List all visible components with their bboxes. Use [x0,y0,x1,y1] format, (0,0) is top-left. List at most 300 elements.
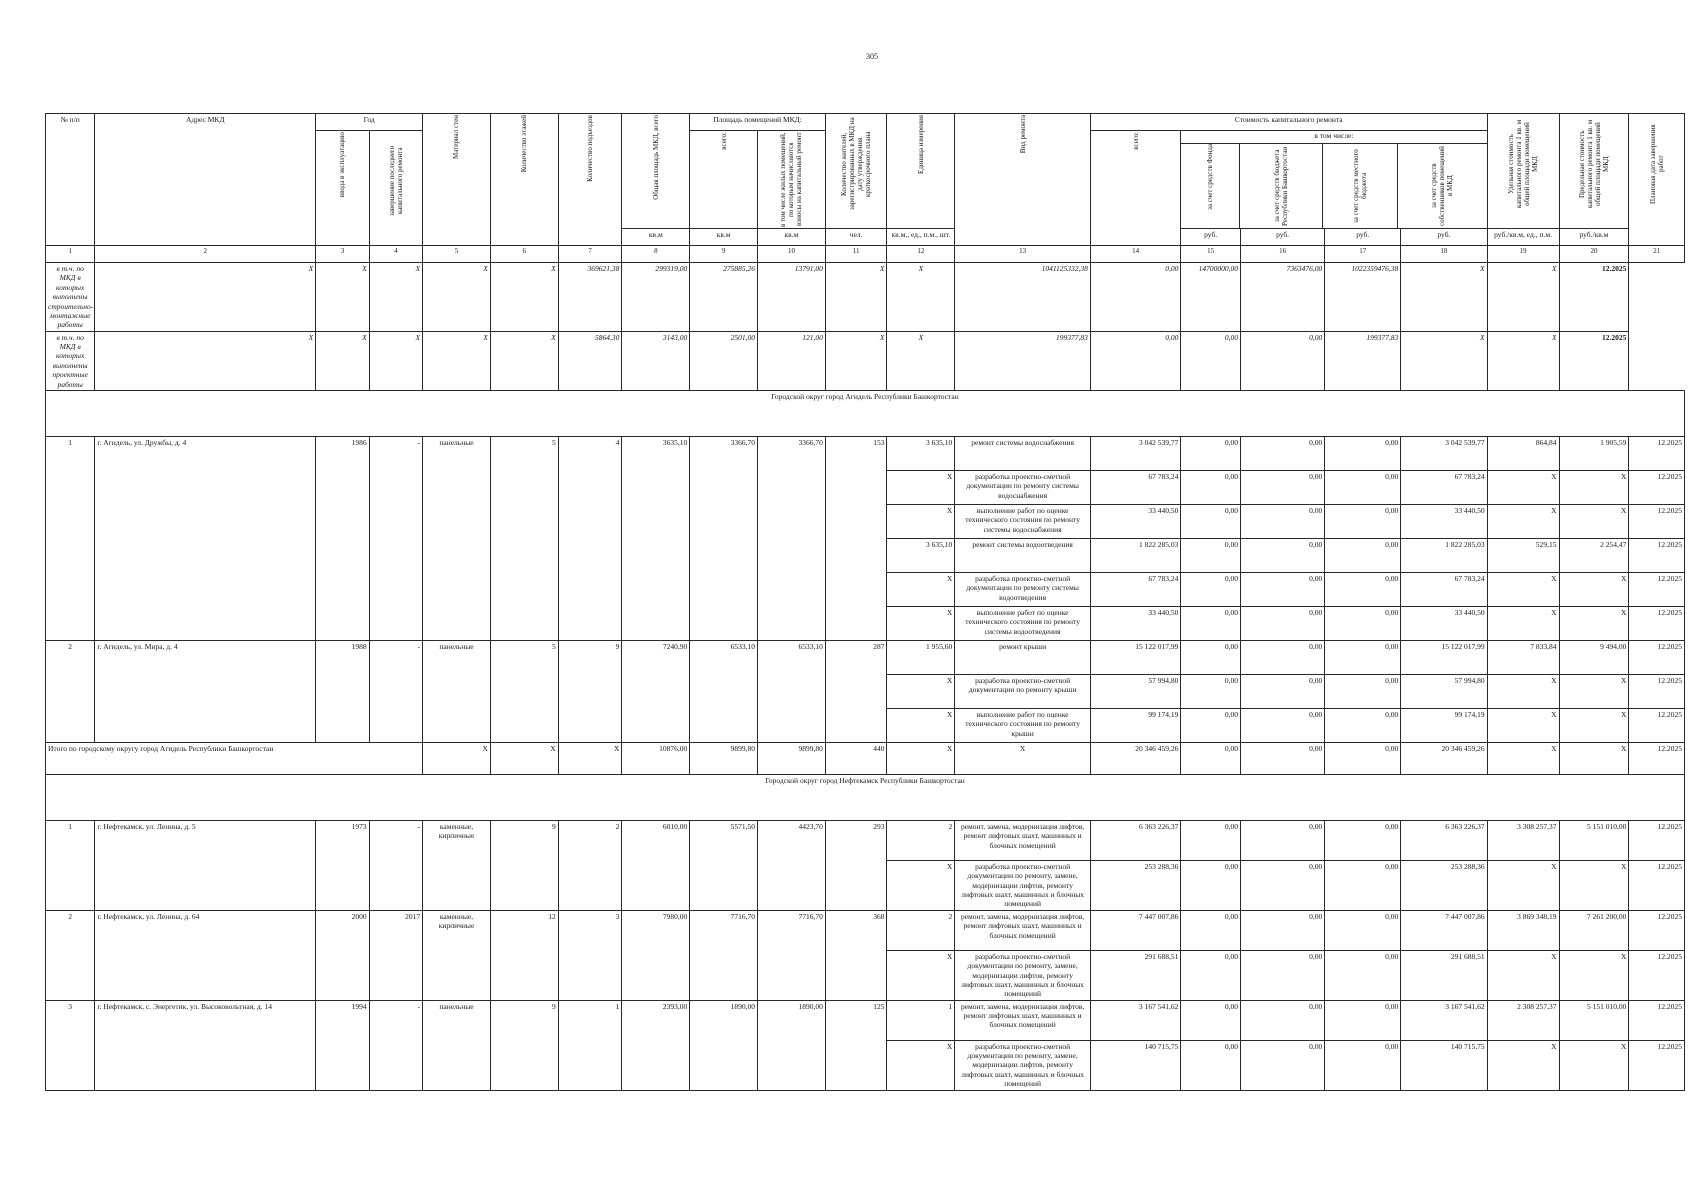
summary-c12: X [825,331,887,390]
work-limit-cost: 7 261 200,00 [1559,910,1629,950]
building-material: каменные, кирпичные [423,910,491,1000]
work-row [46,436,1685,470]
building-area-residential: 1890,00 [758,1000,826,1090]
work-row [46,640,1685,674]
summary-c17: 0,00 [1240,331,1324,390]
building-floors: 12 [490,910,558,1000]
work-limit-cost: X [1559,860,1629,910]
section-title-row [46,390,1685,436]
work-unit: X [887,860,955,910]
header-col7: Количество подъездов [558,114,622,246]
work-type: разработка проектно-сметной документации по ремонту, замене, модернизации лифтов, ремонту лифтовых шахт, машинных и блочных помещений [955,950,1091,1000]
column-number-13: 13 [955,246,1091,263]
work-fund: 0,00 [1181,436,1241,470]
work-local-budget: 0,00 [1325,1000,1401,1040]
building-year: 2000 [316,910,369,1000]
unit-16: руб. [1240,229,1324,246]
work-total: 15 122 017,99 [1090,640,1180,674]
work-fund: 0,00 [1181,1040,1241,1090]
building-residents: 125 [825,1000,887,1090]
work-limit-cost: X [1559,504,1629,538]
column-number-20: 20 [1559,246,1629,263]
work-date: 12.2025 [1629,640,1685,674]
work-specific-cost: 2 308 257,37 [1487,1000,1559,1040]
work-fund: 0,00 [1181,504,1241,538]
building-area-rooms: 6533,10 [690,640,758,742]
work-type: выполнение работ по оценке технического состояния по ремонту системы водоснабжения [955,504,1091,538]
section-total-c17: 0,00 [1325,742,1401,774]
summary-label: в т.ч. по МКД в которых выполнены строительно-монтажные работы [46,263,95,332]
work-total: 7 447 007,86 [1090,910,1180,950]
summary-c11: 121,00 [758,331,826,390]
unit-10: кв.м [758,229,826,246]
work-date: 12.2025 [1629,860,1685,910]
summary-c9: 299319,00 [622,263,690,332]
work-type: выполнение работ по оценке технического состояния по ремонту крыши [955,708,1091,742]
work-specific-cost: X [1487,674,1559,708]
work-date: 12.2025 [1629,708,1685,742]
work-unit: X [887,572,955,606]
summary-c7: X [490,331,558,390]
building-floors: 5 [490,436,558,640]
building-address: г. Агидель, ул. Мира, д. 4 [95,640,316,742]
header-col21: Плановая дата завершения работ [1629,114,1685,246]
summary-c15: 0,00 [1090,331,1180,390]
summary-c11: 13791,00 [758,263,826,332]
header-col4: завершение последнего капитального ремонта [369,131,422,246]
section-total-c19: X [1487,742,1559,774]
summary-c8: 369621,38 [558,263,622,332]
summary-c4: X [316,263,369,332]
work-total: 67 783,24 [1090,572,1180,606]
section-total-c21: 12.2025 [1629,742,1685,774]
work-local-budget: 0,00 [1325,436,1401,470]
column-number-6: 6 [490,246,558,263]
work-rb-budget: 0,00 [1240,640,1324,674]
unit-11: чел. [825,229,887,246]
work-type: разработка проектно-сметной документации по ремонту, замене, модернизации лифтов, ремонту лифтовых шахт, машинных и блочных помещений [955,1040,1091,1090]
building-area-total: 6010,00 [622,820,690,910]
table-body [46,114,1685,1091]
summary-c3: X [95,263,316,332]
header-incl-group: в том числе: за счет средств Фонда за счет средств бюджета Республики Башкортостан за счет средств местного бюджета за счет средств собственников помещений в МКД [1181,131,1487,229]
work-limit-cost: 9 494,00 [1559,640,1629,674]
column-number-3: 3 [316,246,369,263]
work-specific-cost: 3 308 257,37 [1487,820,1559,860]
work-unit: 2 [887,910,955,950]
building-area-total: 7980,00 [622,910,690,1000]
work-unit: X [887,708,955,742]
work-type: ремонт, замена, модернизация лифтов, ремонт лифтовых шахт, машинных и блочных помещений [955,1000,1091,1040]
work-type: ремонт, замена, модернизация лифтов, ремонт лифтовых шахт, машинных и блочных помещений [955,820,1091,860]
work-total: 140 715,75 [1090,1040,1180,1090]
work-owners: 67 783,24 [1401,470,1487,504]
section-total-c7: X [558,742,622,774]
summary-c19: X [1401,331,1487,390]
work-owners: 253 288,36 [1401,860,1487,910]
work-date: 12.2025 [1629,572,1685,606]
work-rb-budget: 0,00 [1240,674,1324,708]
work-local-budget: 0,00 [1325,640,1401,674]
work-fund: 0,00 [1181,708,1241,742]
header-col19: Удельная стоимость капитального ремонта 1 кв. м общей площади помещений МКД [1487,114,1559,229]
building-entrances: 3 [558,910,622,1000]
work-total: 33 440,50 [1090,504,1180,538]
building-material: панельные [423,436,491,640]
section-total-c13: X [955,742,1091,774]
building-last-repair: - [369,436,422,640]
building-floors: 5 [490,640,558,742]
summary-c16: 14700000,00 [1181,263,1241,332]
work-date: 12.2025 [1629,674,1685,708]
work-rb-budget: 0,00 [1240,950,1324,1000]
column-number-18: 18 [1401,246,1487,263]
unit-18: руб. [1401,229,1487,246]
work-date: 12.2025 [1629,538,1685,572]
unit-9: кв.м [690,229,758,246]
building-entrances: 4 [558,436,622,640]
work-total: 99 174,19 [1090,708,1180,742]
summary-c21: 12.2025 [1559,331,1629,390]
building-material: каменные, кирпичные [423,820,491,910]
section-total-c9: 9899,80 [690,742,758,774]
work-owners: 15 122 017,99 [1401,640,1487,674]
building-entrances: 9 [558,640,622,742]
column-number-15: 15 [1181,246,1241,263]
section-total-label: Итого по городскому округу город Агидель Республики Башкортостан [46,742,423,774]
summary-c12: X [825,263,887,332]
summary-c21: 12.2025 [1559,263,1629,332]
work-total: 33 440,50 [1090,606,1180,640]
work-specific-cost: X [1487,950,1559,1000]
work-unit: X [887,504,955,538]
building-number: 1 [46,436,95,640]
header-col8: Общая площадь МКД, всего [622,114,690,229]
column-number-4: 4 [369,246,422,263]
column-number-21: 21 [1629,246,1685,263]
building-number: 3 [46,1000,95,1090]
work-rb-budget: 0,00 [1240,436,1324,470]
work-total: 1 822 285,03 [1090,538,1180,572]
work-rb-budget: 0,00 [1240,538,1324,572]
summary-label: в т.ч. по МКД в которых выполнены проектные работы [46,331,95,390]
work-total: 67 783,24 [1090,470,1180,504]
section-total-c18: 20 346 459,26 [1401,742,1487,774]
building-material: панельные [423,1000,491,1090]
building-address: г. Нефтекамск, ул. Ленина, д. 5 [95,820,316,910]
work-type: разработка проектно-сметной документации по ремонту, замене, модернизации лифтов, ремонту лифтовых шахт, машинных и блочных помещений [955,860,1091,910]
summary-c15: 0,00 [1090,263,1180,332]
work-unit: 2 [887,820,955,860]
summary-c18: 1022359476,38 [1325,263,1401,332]
work-limit-cost: X [1559,572,1629,606]
work-owners: 33 440,50 [1401,504,1487,538]
work-limit-cost: X [1559,950,1629,1000]
work-total: 253 288,36 [1090,860,1180,910]
building-address: г. Нефтекамск, с. Энергетик, ул. Высоковольтная, д. 14 [95,1000,316,1090]
building-number: 1 [46,820,95,910]
section-total-c12: X [887,742,955,774]
header-cost-group: Стоимость капитального ремонта [1090,114,1487,131]
work-owners: 7 447 007,86 [1401,910,1487,950]
column-number-19: 19 [1487,246,1559,263]
work-limit-cost: 5 151 010,00 [1559,820,1629,860]
summary-c7: X [490,263,558,332]
work-fund: 0,00 [1181,640,1241,674]
column-number-14: 14 [1090,246,1180,263]
building-area-total: 7240,90 [622,640,690,742]
building-area-rooms: 7716,70 [690,910,758,1000]
work-type: ремонт, замена, модернизация лифтов, ремонт лифтовых шахт, машинных и блочных помещений [955,910,1091,950]
header-col6: Количество этажей [490,114,558,246]
summary-c6: X [423,331,491,390]
section-title: Городской округ город Нефтекамск Республики Башкортостан [46,774,1685,820]
work-specific-cost: 7 833,84 [1487,640,1559,674]
summary-c14: 199377,83 [955,331,1091,390]
building-area-residential: 6533,10 [758,640,826,742]
section-total-c10: 9899,80 [758,742,826,774]
work-local-budget: 0,00 [1325,950,1401,1000]
work-rb-budget: 0,00 [1240,470,1324,504]
column-number-5: 5 [423,246,491,263]
work-specific-cost: X [1487,606,1559,640]
work-local-budget: 0,00 [1325,606,1401,640]
work-rb-budget: 0,00 [1240,1040,1324,1090]
building-year: 1973 [316,820,369,910]
work-local-budget: 0,00 [1325,470,1401,504]
header-row-1 [46,114,1685,131]
work-specific-cost: X [1487,504,1559,538]
work-fund: 0,00 [1181,572,1241,606]
work-fund: 0,00 [1181,538,1241,572]
building-area-rooms: 5571,50 [690,820,758,910]
work-owners: 57 994,80 [1401,674,1487,708]
work-limit-cost: 1 905,59 [1559,436,1629,470]
section-total-c14: 20 346 459,26 [1090,742,1180,774]
work-limit-cost: X [1559,674,1629,708]
summary-c5: X [369,263,422,332]
work-total: 57 994,80 [1090,674,1180,708]
work-owners: 67 783,24 [1401,572,1487,606]
building-residents: 293 [825,820,887,910]
building-year: 1986 [316,436,369,640]
work-owners: 6 363 226,37 [1401,820,1487,860]
building-year: 1994 [316,1000,369,1090]
section-title-row [46,774,1685,820]
building-area-residential: 4423,70 [758,820,826,910]
work-unit: X [887,950,955,1000]
summary-c10: 2501,00 [690,331,758,390]
unit-17: руб. [1325,229,1401,246]
column-numbers-row [46,246,1685,263]
summary-c16: 0,00 [1181,331,1241,390]
unit-15: руб. [1181,229,1241,246]
work-limit-cost: X [1559,708,1629,742]
work-owners: 33 440,50 [1401,606,1487,640]
summary-c10: 275885,26 [690,263,758,332]
work-specific-cost: 529,15 [1487,538,1559,572]
work-date: 12.2025 [1629,910,1685,950]
unit-20: руб./кв.м [1559,229,1629,246]
summary-c3: X [95,331,316,390]
summary-c13: X [887,263,955,332]
building-address: г. Агидель, ул. Дружбы, д. 4 [95,436,316,640]
work-local-budget: 0,00 [1325,910,1401,950]
building-address: г. Нефтекамск, ул. Ленина, д. 64 [95,910,316,1000]
header-col13: Вид ремонта [955,114,1091,246]
work-unit: 1 955,60 [887,640,955,674]
section-total-c20: X [1559,742,1629,774]
work-total: 3 167 541,62 [1090,1000,1180,1040]
work-limit-cost: X [1559,606,1629,640]
unit-12: кв.м., ед., п.м., шт. [887,229,955,246]
building-area-rooms: 1890,00 [690,1000,758,1090]
work-specific-cost: 864,84 [1487,436,1559,470]
header-col2: Адрес МКД [95,114,316,246]
work-local-budget: 0,00 [1325,820,1401,860]
column-number-8: 8 [622,246,690,263]
building-entrances: 1 [558,1000,622,1090]
work-fund: 0,00 [1181,606,1241,640]
work-fund: 0,00 [1181,860,1241,910]
work-rb-budget: 0,00 [1240,708,1324,742]
work-unit: 1 [887,1000,955,1040]
work-unit: X [887,470,955,504]
summary-c17: 7363476,00 [1240,263,1324,332]
building-floors: 9 [490,1000,558,1090]
summary-c19: X [1401,263,1487,332]
work-date: 12.2025 [1629,950,1685,1000]
header-col9: всего: [690,131,758,229]
column-number-10: 10 [758,246,826,263]
header-col12: Единица измерения [887,114,955,229]
building-residents: 153 [825,436,887,640]
header-col5: Материал стен [423,114,491,246]
work-local-budget: 0,00 [1325,572,1401,606]
work-owners: 140 715,75 [1401,1040,1487,1090]
work-rb-budget: 0,00 [1240,820,1324,860]
work-fund: 0,00 [1181,1000,1241,1040]
work-fund: 0,00 [1181,820,1241,860]
building-last-repair: 2017 [369,910,422,1000]
building-material: панельные [423,640,491,742]
work-total: 291 688,51 [1090,950,1180,1000]
summary-c20: X [1487,263,1559,332]
building-residents: 287 [825,640,887,742]
summary-row [46,263,1685,332]
work-rb-budget: 0,00 [1240,860,1324,910]
header-area-group: Площадь помещений МКД: [690,114,826,131]
work-type: разработка проектно-сметной документации по ремонту системы водоснабжения [955,470,1091,504]
section-total-c15: 0,00 [1181,742,1241,774]
work-specific-cost: X [1487,1040,1559,1090]
building-area-total: 2393,00 [622,1000,690,1090]
work-local-budget: 0,00 [1325,504,1401,538]
work-specific-cost: X [1487,470,1559,504]
work-fund: 0,00 [1181,910,1241,950]
work-unit: 3 635,10 [887,436,955,470]
building-floors: 9 [490,820,558,910]
work-local-budget: 0,00 [1325,708,1401,742]
work-unit: X [887,674,955,708]
work-rb-budget: 0,00 [1240,910,1324,950]
work-specific-cost: X [1487,708,1559,742]
work-owners: 3 167 541,62 [1401,1000,1487,1040]
work-limit-cost: 2 254,47 [1559,538,1629,572]
work-date: 12.2025 [1629,436,1685,470]
section-total-c11: 440 [825,742,887,774]
building-residents: 368 [825,910,887,1000]
header-col3: ввода в эксплуатацию [316,131,369,246]
building-number: 2 [46,910,95,1000]
building-entrances: 2 [558,820,622,910]
summary-c18: 199377,83 [1325,331,1401,390]
work-local-budget: 0,00 [1325,1040,1401,1090]
unit-19: руб./кв.м, ед., п.м. [1487,229,1559,246]
work-local-budget: 0,00 [1325,538,1401,572]
column-number-1: 1 [46,246,95,263]
work-specific-cost: 3 869 348,19 [1487,910,1559,950]
header-col14: всего: [1090,131,1180,246]
work-owners: 99 174,19 [1401,708,1487,742]
work-rb-budget: 0,00 [1240,504,1324,538]
column-number-12: 12 [887,246,955,263]
work-type: ремонт крыши [955,640,1091,674]
work-unit: X [887,1040,955,1090]
summary-c9: 3143,00 [622,331,690,390]
summary-c4: X [316,331,369,390]
building-area-residential: 7716,70 [758,910,826,1000]
building-last-repair: - [369,820,422,910]
header-year-group: Год [316,114,423,131]
building-area-total: 3635,10 [622,436,690,640]
column-number-7: 7 [558,246,622,263]
work-row [46,1000,1685,1040]
section-total-c6: X [490,742,558,774]
capital-repair-table [45,113,1685,1091]
section-total-c5: X [423,742,491,774]
work-limit-cost: X [1559,1040,1629,1090]
work-fund: 0,00 [1181,470,1241,504]
work-total: 3 042 539,77 [1090,436,1180,470]
work-date: 12.2025 [1629,820,1685,860]
work-fund: 0,00 [1181,950,1241,1000]
summary-c8: 5864,30 [558,331,622,390]
building-area-rooms: 3366,70 [690,436,758,640]
work-rb-budget: 0,00 [1240,572,1324,606]
work-type: разработка проектно-сметной документации по ремонту системы водоотведения [955,572,1091,606]
work-owners: 3 042 539,77 [1401,436,1487,470]
work-unit: X [887,606,955,640]
work-date: 12.2025 [1629,504,1685,538]
building-last-repair: - [369,1000,422,1090]
header-col1: № п/п [46,114,95,246]
building-number: 2 [46,640,95,742]
work-type: ремонт системы водоотведения [955,538,1091,572]
work-owners: 291 688,51 [1401,950,1487,1000]
section-total-c16: 0,00 [1240,742,1324,774]
work-type: ремонт системы водоснабжения [955,436,1091,470]
work-row [46,910,1685,950]
section-total-row [46,742,1685,774]
work-total: 6 363 226,37 [1090,820,1180,860]
column-number-17: 17 [1325,246,1401,263]
building-area-residential: 3366,70 [758,436,826,640]
building-year: 1988 [316,640,369,742]
header-col10: в том числе жилых помещений, по которым начисляются взносы на капитальный ремонт [758,131,826,229]
header-col20: Предельная стоимость капитального ремонта 1 кв. м общей площади помещений МКД [1559,114,1629,229]
work-date: 12.2025 [1629,606,1685,640]
